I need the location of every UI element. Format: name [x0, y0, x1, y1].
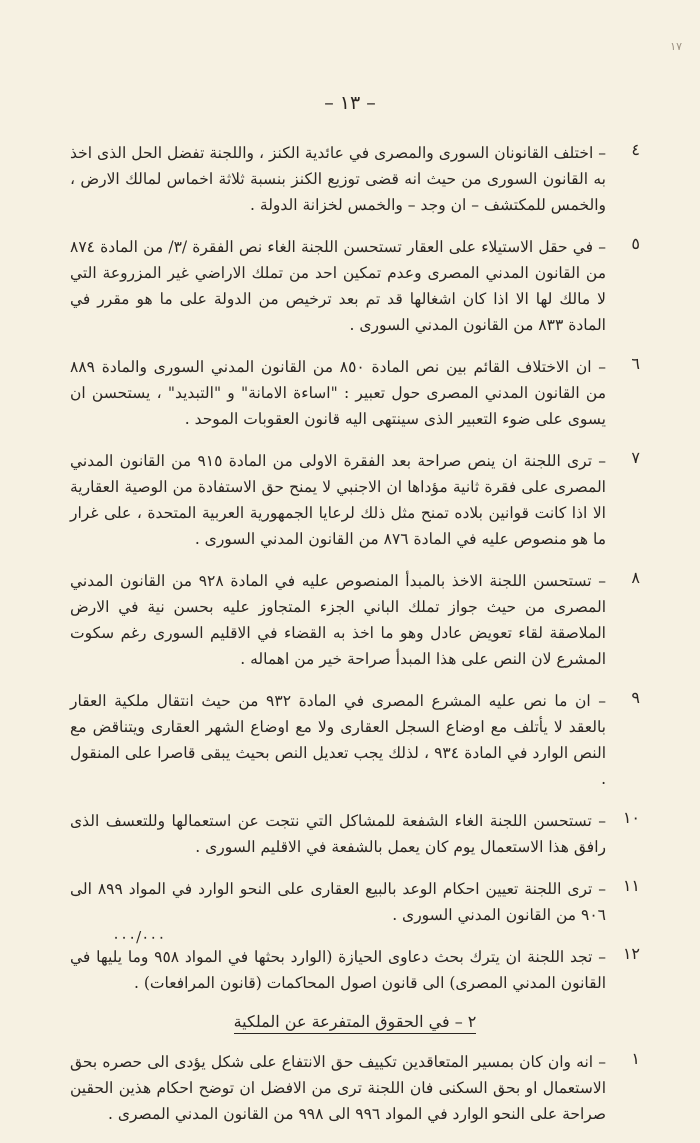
list-item-9: [70, 688, 640, 792]
section-list-item-1: [70, 1049, 640, 1127]
item-number: ١٢: [622, 944, 640, 963]
list-item-6: [70, 354, 640, 432]
document-body: [70, 140, 640, 1143]
item-text: – انه وان كان بمسير المتعاقدين تكييف حق الانتفاع على شكل يؤدى الى حصره بحق الاستعمال او بحق السكنى فان اللجنة ترى من الافضل ان توضح احكام هذين الحقين صراحة على النحو الوارد في المواد ٩٩٦ الى ٩٩٨ من القانون المدني المصرى .: [70, 1053, 606, 1123]
item-text: – اختلف القانونان السورى والمصرى في عائدية الكنز ، واللجنة تفضل الحل الذى اخذ به القانون السورى من حيث انه قضى توزيع الكنز بنسبة ثلاثة اخماس لمالك الارض ، والخمس للمكتشف – ان وجد – والخمس لخزانة الدولة .: [70, 144, 606, 214]
item-number: ٩: [631, 688, 640, 707]
list-item-8: [70, 568, 640, 672]
section-heading: [70, 1012, 640, 1031]
continuation-mark: ٠٠٠/٠٠٠: [112, 928, 166, 946]
item-number: ١٠: [622, 808, 640, 827]
item-text: – ترى اللجنة ان ينص صراحة بعد الفقرة الاولى من المادة ٩١٥ من القانون المدني المصرى على فقرة ثانية مؤداها ان الاجنبي لا يمنح حق الاستفادة من الوصية العقارية الا اذا كانت قوانين بلاده تمنح مثل ذلك لرعايا الجمهورية العربية المتحدة ، على غرار ما هو منصوص عليه في المادة ٨٧٦ من القانون المدني السورى .: [70, 452, 606, 548]
item-number: ٥: [631, 234, 640, 253]
list-item-5: [70, 234, 640, 338]
item-text: – ان ما نص عليه المشرع المصرى في المادة ٩٣٢ من حيث انتقال ملكية العقار بالعقد لا يأتلف مع اوضاع السجل العقارى ولا مع اوضاع الشهر العقارى ويتناقض مع النص الوارد في المادة ٩٣٤ ، لذلك يجب تعديل النص بحيث يبقى قاصرا على المنقول .: [70, 692, 607, 788]
list-item-11: [70, 876, 640, 928]
item-text: – تجد اللجنة ان يترك بحث دعاوى الحيازة (الوارد بحثها في المواد ٩٥٨ وما يليها في القانون المدني المصرى) الى قانون اصول المحاكمات (قانون المرافعات) .: [70, 948, 606, 992]
item-text: – في حقل الاستيلاء على العقار تستحسن اللجنة الغاء نص الفقرة /٣/ من المادة ٨٧٤ من القانون المدني المصرى وعدم تمكين احد من تملك الاراضي غير المزروعة التي لا مالك لها الا اذا كان اشغالها قد تم بعد ترخيص من الدولة على ما هو مقرر في المادة ٨٣٣ من القانون المدني السورى .: [70, 238, 606, 334]
item-number: ١: [631, 1049, 640, 1068]
list-item-4: [70, 140, 640, 218]
item-text: – ان الاختلاف القائم بين نص المادة ٨٥٠ من القانون المدني السورى والمادة ٨٨٩ من القانون المدني المصرى حول تعبير : "اساءة الامانة" و "التبديد" ، يستحسن ان يسوى على ضوء التعبير الذى سينتهى اليه قانون العقوبات الموحد .: [70, 358, 606, 428]
margin-mark: ١٧: [670, 40, 682, 53]
item-number: ٧: [631, 448, 640, 467]
item-text: – تستحسن اللجنة الغاء الشفعة للمشاكل التي نتجت عن استعمالها وللتعسف الذى رافق هذا الاستعمال يوم كان يعمل بالشفعة في الاقليم السورى .: [70, 812, 606, 856]
item-number: ٨: [631, 568, 640, 587]
list-item-7: [70, 448, 640, 552]
page-number: – ١٣ –: [324, 92, 376, 114]
item-text: – ترى اللجنة تعيين احكام الوعد بالبيع العقارى على النحو الوارد في المواد ٨٩٩ الى ٩٠٦ من القانون المدني السورى .: [70, 880, 606, 924]
list-item-10: [70, 808, 640, 860]
list-item-12: [70, 944, 640, 996]
item-number: ١١: [622, 876, 640, 895]
section-heading-text: ٢ – في الحقوق المتفرعة عن الملكية: [234, 1012, 477, 1034]
item-text: – تستحسن اللجنة الاخذ بالمبدأ المنصوص عليه في المادة ٩٢٨ من القانون المدني المصرى من حيث جواز تملك الباني الجزء المتجاوز عليه بحسن نية في الارض الملاصقة لقاء تعويض عادل وهو ما اخذ به القضاء في الاقليم السورى رغم سكوت المشرع لان النص على هذا المبدأ صراحة خير من اهماله .: [70, 572, 606, 668]
item-number: ٤: [631, 140, 640, 159]
item-number: ٦: [631, 354, 640, 373]
